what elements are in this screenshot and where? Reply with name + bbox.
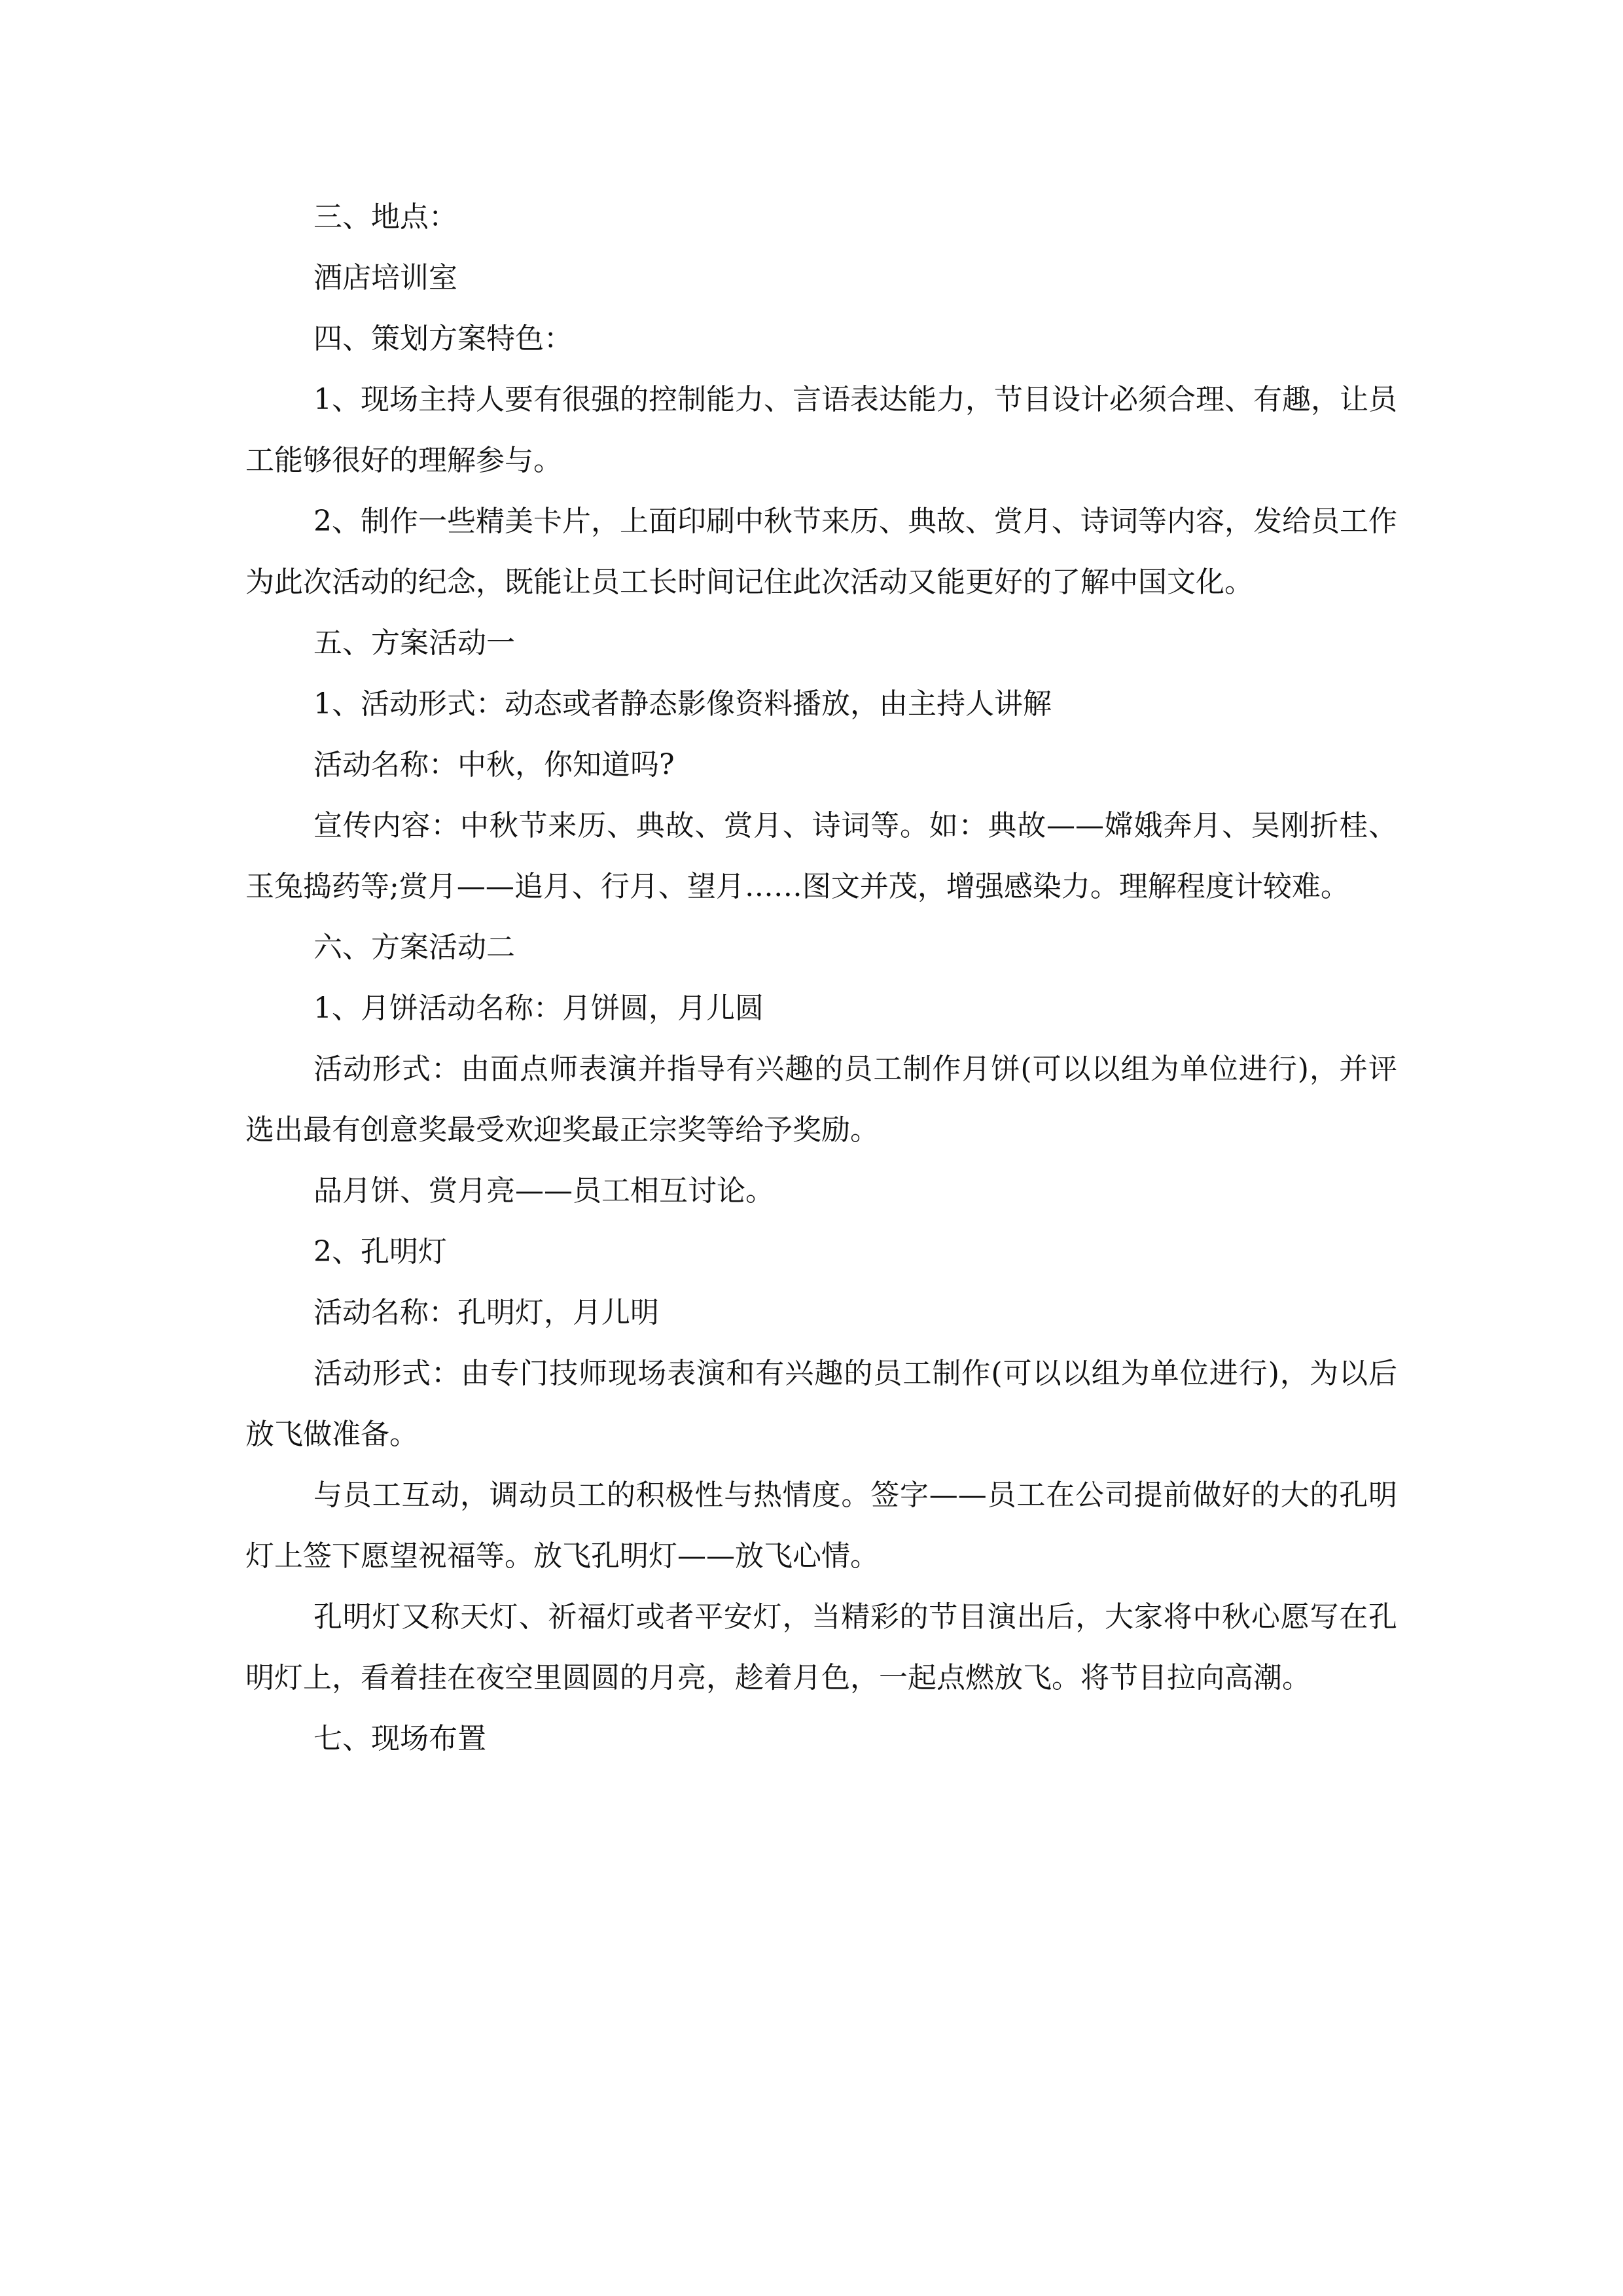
activity-one-name: 活动名称：中秋，你知道吗? bbox=[313, 748, 675, 781]
lantern-description: 孔明灯又称天灯、祈福灯或者平安灯，当精彩的节目演出后，大家将中秋心愿写在孔明灯上，看着挂在夜空里圆圆的月亮，趁着月色，一起点燃放飞。将节目拉向高潮。 bbox=[245, 1600, 1397, 1695]
feature-item-1: 1、现场主持人要有很强的控制能力、言语表达能力，节目设计必须合理、有趣，让员工能够很好的理解参与。 bbox=[245, 383, 1397, 477]
location-text: 酒店培训室 bbox=[313, 261, 457, 295]
section-heading-location: 三、地点： bbox=[313, 200, 457, 234]
section-heading-layout: 七、现场布置 bbox=[313, 1722, 486, 1755]
mooncake-discussion: 品月饼、赏月亮——员工相互讨论。 bbox=[313, 1174, 774, 1208]
activity-one-content: 宣传内容：中秋节来历、典故、赏月、诗词等。如：典故——嫦娥奔月、吴刚折桂、玉兔捣药等;赏月——追月、行月、望月……图文并茂，增强感染力。理解程度计较难。 bbox=[245, 809, 1397, 903]
mooncake-activity-name: 1、月饼活动名称：月饼圆，月儿圆 bbox=[313, 992, 764, 1025]
lantern-activity-form: 活动形式：由专门技师现场表演和有兴趣的员工制作(可以以组为单位进行)，为以后放飞做准备。 bbox=[245, 1357, 1397, 1451]
lantern-activity-name: 活动名称：孔明灯，月儿明 bbox=[313, 1296, 659, 1329]
document-body bbox=[245, 187, 1397, 1769]
lantern-interaction: 与员工互动，调动员工的积极性与热情度。签字——员工在公司提前做好的大的孔明灯上签下愿望祝福等。放飞孔明灯——放飞心情。 bbox=[245, 1479, 1397, 1573]
lantern-heading: 2、孔明灯 bbox=[313, 1235, 447, 1268]
mooncake-activity-form: 活动形式：由面点师表演并指导有兴趣的员工制作月饼(可以以组为单位进行)，并评选出最有创意奖最受欢迎奖最正宗奖等给予奖励。 bbox=[245, 1052, 1397, 1147]
section-heading-features: 四、策划方案特色： bbox=[313, 322, 573, 355]
activity-one-form: 1、活动形式：动态或者静态影像资料播放，由主持人讲解 bbox=[313, 687, 1052, 721]
feature-item-2: 2、制作一些精美卡片，上面印刷中秋节来历、典故、赏月、诗词等内容，发给员工作为此次活动的纪念，既能让员工长时间记住此次活动又能更好的了解中国文化。 bbox=[245, 505, 1397, 599]
section-heading-activity-one: 五、方案活动一 bbox=[313, 626, 515, 660]
section-heading-activity-two: 六、方案活动二 bbox=[313, 931, 515, 964]
